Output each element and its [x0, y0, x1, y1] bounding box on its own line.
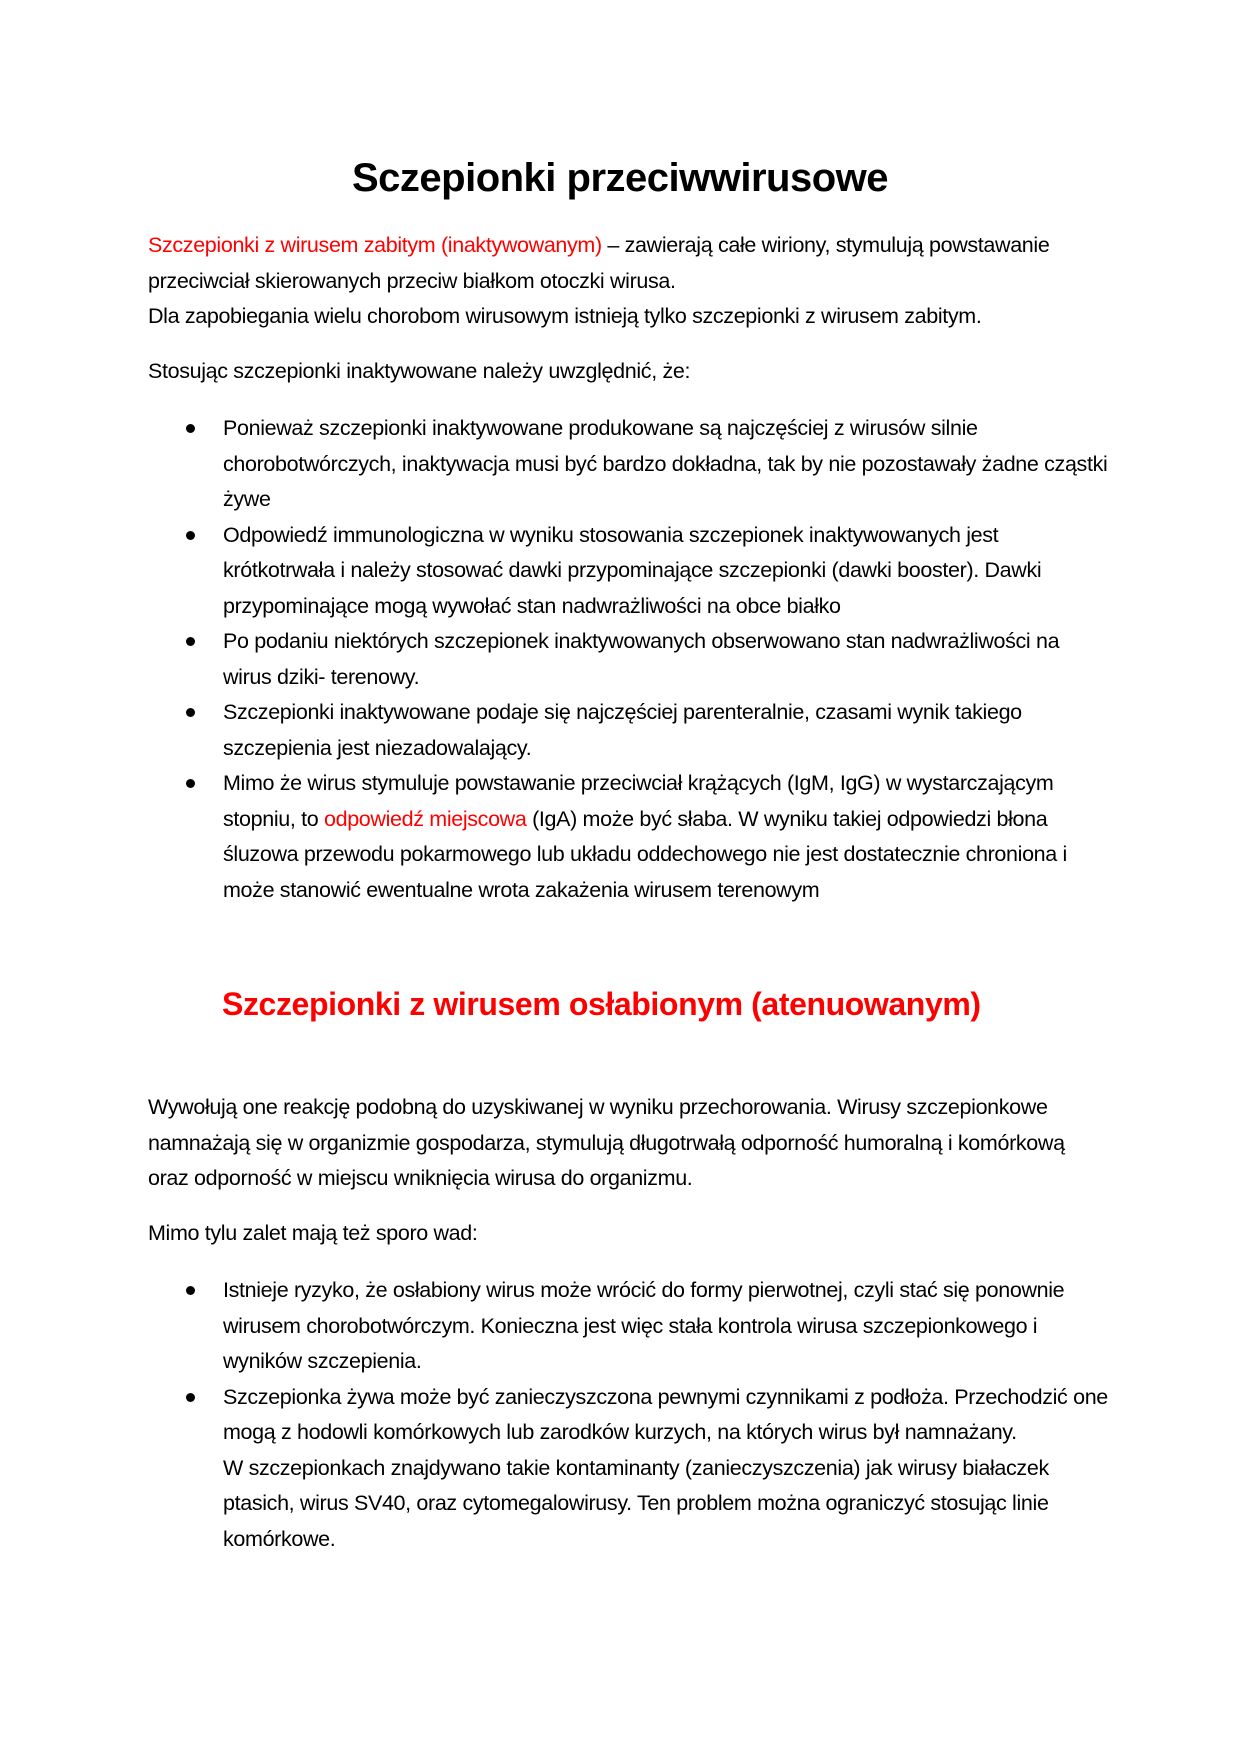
bullet-icon	[186, 637, 195, 646]
bullet-icon	[186, 531, 195, 540]
bullet-icon	[186, 1286, 195, 1295]
bullet-icon	[186, 708, 195, 717]
attenuated-intro-paragraph: Wywołują one reakcję podobną do uzyskiwanej w wyniku przechorowania. Wirusy szczepionkowe namnażają się w organizmie gospodarza, stymulują długotrwałą odporność humoralną i komórkową oraz odporność w miejscu wniknięcia wirusa do organizmu.	[148, 1095, 1065, 1190]
list-item: Istnieje ryzyko, że osłabiony wirus może wrócić do formy pierwotnej, czyli stać się ponownie wirusem chorobotwórczym. Konieczna jest więc stała kontrola wirusa szczepionkowego i wyników szczepienia.	[148, 1273, 1108, 1380]
bullet-icon	[186, 779, 195, 788]
list-item: Po podaniu niektórych szczepionek inaktywowanych obserwowano stan nadwrażliwości na wirus dziki- terenowy.	[148, 624, 1108, 695]
lead-paragraph-2: Mimo tylu zalet mają też sporo wad:	[148, 1221, 478, 1245]
page-title: Sczepionki przeciwwirusowe	[351, 156, 889, 200]
list-item: Ponieważ szczepionki inaktywowane produkowane są najczęściej z wirusów silnie chorobotwórczych, inaktywacja musi być bardzo dokładna, tak by nie pozostawały żadne cząstki żywe	[148, 411, 1108, 518]
list-item: Szczepionka żywa może być zanieczyszczona pewnymi czynnikami z podłoża. Przechodzić one mogą z hodowli komórkowych lub zarodków kurzych, na których wirus był namnażany. W szczepionkach znajdywano takie kontaminanty (zanieczyszczenia) jak wirusy białaczek ptasich, wirus SV40, oraz cytomegalowirusy. Ten problem można ograniczyć stosując linie komórkowe.	[148, 1380, 1108, 1558]
list-item: Mimo że wirus stymuluje powstawanie przeciwciał krążących (IgM, IgG) w wystarczającym stopniu, to odpowiedź miejscowa (IgA) może być słaba. W wyniku takiej odpowiedzi błona śluzowa przewodu pokarmowego lub układu oddechowego nie jest dostatecznie chroniona i może stanowić ewentualne wrota zakażenia wirusem terenowym	[148, 766, 1108, 908]
bullet-list-2	[148, 1273, 1108, 1557]
bullet-icon	[186, 424, 195, 433]
intro-text: – zawierają całe wiriony, stymulują powstawanie przeciwciał skierowanych przeciw białkom otoczki wirusa.	[148, 233, 1050, 293]
lead-paragraph-1: Stosując szczepionki inaktywowane należy uwzględnić, że:	[148, 359, 691, 383]
bullet-icon	[186, 1393, 195, 1402]
section-heading-attenuated: Szczepionki z wirusem osłabionym (atenuowanym)	[222, 986, 981, 1022]
bullet-list-1	[148, 411, 1108, 908]
intro-paragraph	[148, 228, 1108, 335]
highlight-local-response: odpowiedź miejscowa	[323, 806, 527, 831]
highlight-inactivated: Szczepionki z wirusem zabitym (inaktywowanym)	[148, 233, 602, 257]
list-item: Szczepionki inaktywowane podaje się najczęściej parenteralnie, czasami wynik takiego szczepienia jest niezadowalający.	[148, 695, 1108, 766]
intro-line-3: Dla zapobiegania wielu chorobom wirusowym istnieją tylko szczepionki z wirusem zabitym.	[148, 304, 982, 328]
list-item: Odpowiedź immunologiczna w wyniku stosowania szczepionek inaktywowanych jest krótkotrwała i należy stosować dawki przypominające szczepionki (dawki booster). Dawki przypominające mogą wywołać stan nadwrażliwości na obce białko	[148, 518, 1108, 625]
